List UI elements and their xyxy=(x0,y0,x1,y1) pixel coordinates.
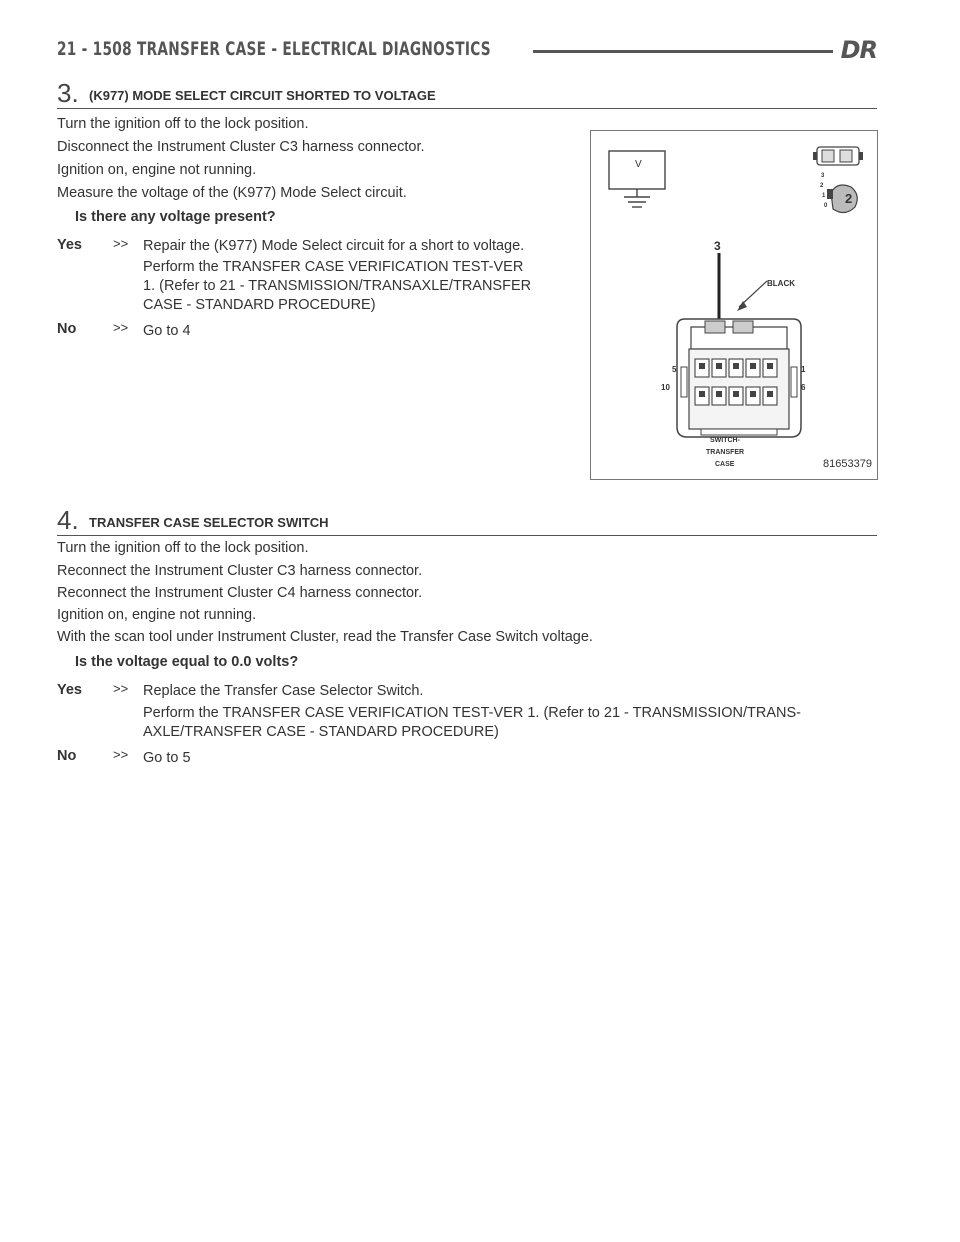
step-3-yes-perform: 1. (Refer to 21 - TRANSMISSION/TRANSAXLE/TRANSFER xyxy=(143,278,532,294)
pin-number: 1 xyxy=(801,365,806,374)
figure-id: 81653379 xyxy=(823,458,872,470)
step-3-line: Turn the ignition off to the lock position. xyxy=(57,116,309,132)
step-4-title xyxy=(57,505,877,536)
connector-name: SWITCH- xyxy=(710,437,740,444)
pin-number: 10 xyxy=(661,383,670,392)
connector-diagram xyxy=(591,131,879,481)
voltmeter-label: V xyxy=(635,159,642,170)
step-4-line: Reconnect the Instrument Cluster C3 harness connector. xyxy=(57,563,423,579)
step-4-line: With the scan tool under Instrument Cluster, read the Transfer Case Switch voltage. xyxy=(57,629,593,645)
step-4-line: Ignition on, engine not running. xyxy=(57,607,257,623)
connector-name: TRANSFER xyxy=(706,449,745,456)
step-4-yes-arrow: >> xyxy=(113,681,129,696)
step-4-line: Reconnect the Instrument Cluster C4 harness connector. xyxy=(57,585,423,601)
step-3-line: Disconnect the Instrument Cluster C3 harness connector. xyxy=(57,139,425,155)
step-4-heading: TRANSFER CASE SELECTOR SWITCH xyxy=(89,515,329,530)
step-3-line: Ignition on, engine not running. xyxy=(57,162,257,178)
wire-color-label: BLACK xyxy=(767,279,795,288)
step-3-no-label: No xyxy=(57,321,77,337)
inset-pin-label: 0 xyxy=(824,203,828,209)
dr-logo: DR xyxy=(840,36,877,64)
step-3-heading: (K977) MODE SELECT CIRCUIT SHORTED TO VOLTAGE xyxy=(89,88,436,103)
step-4-number: 4. xyxy=(57,505,79,535)
step-3-line: Measure the voltage of the (K977) Mode Select circuit. xyxy=(57,185,407,201)
header-rule xyxy=(533,50,833,53)
step-4-yes-label: Yes xyxy=(57,682,82,698)
connector-name: CASE xyxy=(715,461,735,468)
step-3-number: 3. xyxy=(57,78,79,108)
inset-pin-label: 2 xyxy=(820,183,824,189)
inset-pin-label: 1 xyxy=(822,193,826,199)
step-3-yes-arrow: >> xyxy=(113,236,129,251)
step-4-yes-action: Replace the Transfer Case Selector Switch. xyxy=(143,683,424,699)
step-4-no-arrow: >> xyxy=(113,747,129,762)
pin-callout: 3 xyxy=(714,239,721,253)
step-4-line: Turn the ignition off to the lock position. xyxy=(57,540,309,556)
step-3-yes-action: Repair the (K977) Mode Select circuit for a short to voltage. xyxy=(143,238,525,254)
step-3-yes-label: Yes xyxy=(57,237,82,253)
step-4-yes-perform: Perform the TRANSFER CASE VERIFICATION TEST-VER 1. (Refer to 21 - TRANSMISSION/TRANS- xyxy=(143,705,802,721)
step-3-title xyxy=(57,78,877,109)
connector-figure xyxy=(590,130,878,480)
step-4-no-label: No xyxy=(57,748,77,764)
step-4-yes-perform: AXLE/TRANSFER CASE - STANDARD PROCEDURE) xyxy=(143,724,499,740)
step-4-no-action: Go to 5 xyxy=(143,750,191,766)
inset-pin-label: 3 xyxy=(821,173,825,179)
page-header xyxy=(57,38,877,66)
pin-number: 6 xyxy=(801,383,806,392)
page-title: 21 - 1508 TRANSFER CASE - ELECTRICAL DIAGNOSTICS xyxy=(57,38,491,60)
step-3-no-arrow: >> xyxy=(113,320,129,335)
pin-number: 5 xyxy=(672,365,677,374)
step-3-no-action: Go to 4 xyxy=(143,323,191,339)
step-3-yes-perform: Perform the TRANSFER CASE VERIFICATION TEST-VER xyxy=(143,259,524,275)
step-4-question: Is the voltage equal to 0.0 volts? xyxy=(75,654,299,670)
inset-callout: 2 xyxy=(845,191,853,206)
step-3-question: Is there any voltage present? xyxy=(75,209,276,225)
step-3-yes-perform: CASE - STANDARD PROCEDURE) xyxy=(143,297,376,313)
